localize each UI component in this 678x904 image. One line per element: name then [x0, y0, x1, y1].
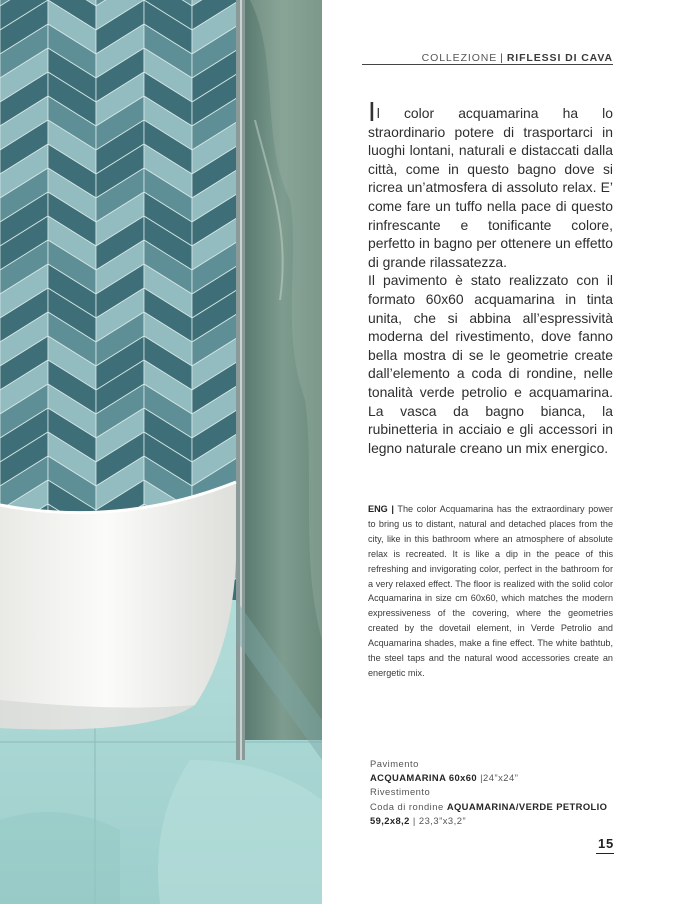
- white-bathtub: [0, 482, 236, 729]
- italian-paragraph-1: [368, 96, 613, 271]
- floor-label: Pavimento: [370, 758, 419, 769]
- wall-size: | 23,3”x3,2”: [412, 814, 467, 826]
- italian-paragraph-1-text: l color acquamarina ha lo straordinario potere di trasportarci in luoghi lontani, naturali e distaccati dalla città, come in questo bagno dove si ricrea un’atmosfera di assoluto relax. E’ come fare un tuffo nella pace di questo rinfrescante e tonificante colore, perfetto in bagno per ottenere un effetto di grande rilassatezza.: [368, 105, 613, 270]
- header-divider: [362, 64, 613, 65]
- italian-description: [368, 96, 613, 457]
- collection-label: COLLEZIONE: [421, 52, 498, 64]
- english-text: The color Acquamarina has the extraordinary power to bring us to distant, natural and detached places from the city, like in this bathroom where an atmosphere of absolute relax is recreated. It is like a dip in the peace of this refreshing and invigorating color, perfect in the bathroom for a very relaxed effect. The floor is realized with the solid color Acquamarina in size cm 60x60, which matches the modern expressiveness of the covering, where the geometries created by the dovetail element, in Verde Petrolio and Acquamarina shades, make a fine effect. The white bathtub, the steel taps and the natural wood accessories create an energetic mix.: [368, 504, 613, 678]
- floor-spec: [370, 771, 620, 785]
- collection-header: [362, 52, 613, 64]
- wall-format-line: [370, 814, 620, 828]
- floor-product: ACQUAMARINA 60x60: [370, 772, 477, 784]
- product-specs: [370, 757, 620, 828]
- page-number: 15: [597, 836, 614, 851]
- english-label: ENG |: [368, 504, 394, 514]
- english-description: [368, 502, 613, 681]
- floor-size: |24”x24”: [480, 772, 519, 784]
- wall-product: AQUAMARINA/VERDE PETROLIO: [446, 800, 608, 812]
- wall-label: Rivestimento: [370, 786, 431, 798]
- wall-prefix: Coda di rondine: [370, 800, 444, 812]
- glass-shower-partition: [236, 0, 322, 760]
- page-number-underline: [596, 853, 614, 854]
- header-separator: |: [500, 52, 504, 64]
- bathroom-illustration: [0, 0, 322, 904]
- wall-spec: [370, 800, 620, 814]
- bathroom-photo: [0, 0, 322, 904]
- drop-cap: I: [368, 96, 376, 127]
- collection-name: RIFLESSI DI CAVA: [506, 52, 613, 64]
- wall-format: 59,2x8,2: [370, 814, 410, 826]
- italian-paragraph-2: Il pavimento è stato realizzato con il formato 60x60 acquamarina in tinta unita, che si abbina all’espressività moderna del rivestimento, dove fanno bella mostra di se le geometrie create dall’elemento a coda di rondine, nelle tonalità verde petrolio e acquamarina. La vasca da bagno bianca, la rubinetteria in acciaio e gli accessori in legno naturale creano un mix energico.: [368, 272, 613, 456]
